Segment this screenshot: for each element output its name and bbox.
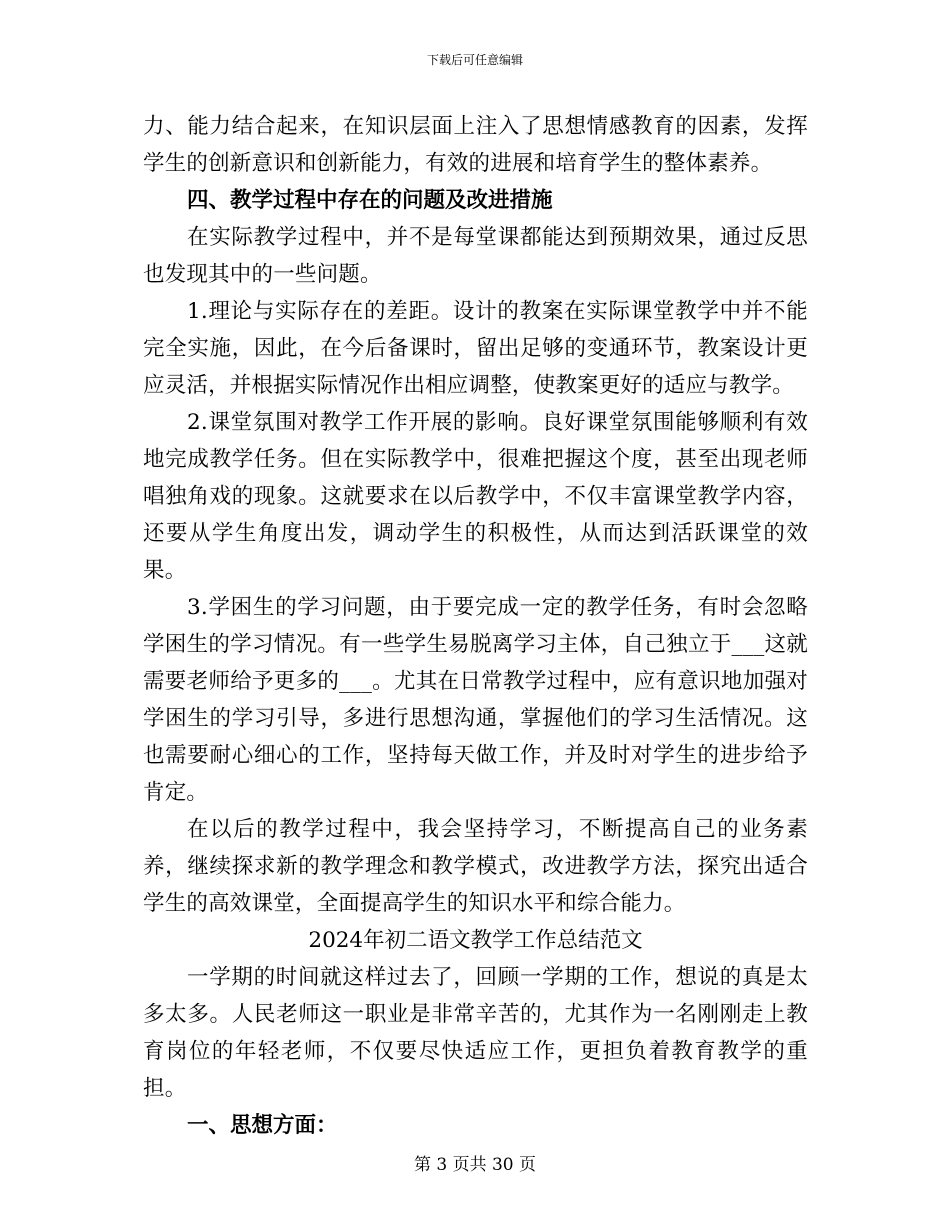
paragraph-item-1: 1.理论与实际存在的差距。设计的教案在实际课堂教学中并不能完全实施，因此，在今后备课时，留出足够的变通环节，教案设计更应灵活，并根据实际情况作出相应调整，使教案更好的适应与教学。 — [143, 299, 808, 398]
page-header: 下载后可任意编辑 — [426, 53, 523, 67]
paragraph-item-3: 3.学困生的学习问题，由于要完成一定的教学任务，有时会忽略学困生的学习情况。有一些学生易脱离学习主体，自己独立于___这就需要老师给予更多的___。尤其在日常教学过程中，应有意识地加强对学困生的学习引导，多进行思想沟通，掌握他们的学习生活情况。这也需要耐心细心的工作，坚持每天做工作，并及时对学生的进步给予肯定。 — [143, 595, 808, 805]
paragraph-opening: 一学期的时间就这样过去了，回顾一学期的工作，想说的真是太多太多。人民老师这一职业是非常辛苦的，尤其作为一名刚刚走上教育岗位的年轻老师，不仅要尽快适应工作，更担负着教育教学的重担。 — [143, 965, 808, 1101]
paragraph-intro: 在实际教学过程中，并不是每堂课都能达到预期效果，通过反思也发现其中的一些问题。 — [143, 225, 808, 287]
paragraph-conclusion: 在以后的教学过程中，我会坚持学习，不断提高自己的业务素养，继续探求新的教学理念和教学模式，改进教学方法，探究出适合学生的高效课堂，全面提高学生的知识水平和综合能力。 — [143, 817, 808, 916]
document-title: 2024年初二语文教学工作总结范文 — [308, 928, 643, 953]
page-footer: 第 3 页共 30 页 — [413, 1155, 537, 1175]
paragraph-continuation: 力、能力结合起来，在知识层面上注入了思想情感教育的因素，发挥学生的创新意识和创新能力，有效的进展和培育学生的整体素养。 — [143, 114, 808, 176]
section-heading-4: 四、教学过程中存在的问题及改进措施 — [187, 188, 553, 213]
section-heading-1: 一、思想方面： — [187, 1113, 338, 1138]
document-body — [143, 108, 808, 1144]
paragraph-item-2: 2.课堂氛围对教学工作开展的影响。良好课堂氛围能够顺利有效地完成教学任务。但在实际教学中，很难把握这个度，甚至出现老师唱独角戏的现象。这就要求在以后教学中，不仅丰富课堂教学内容，还要从学生角度出发，调动学生的积极性，从而达到活跃课堂的效果。 — [143, 410, 808, 583]
